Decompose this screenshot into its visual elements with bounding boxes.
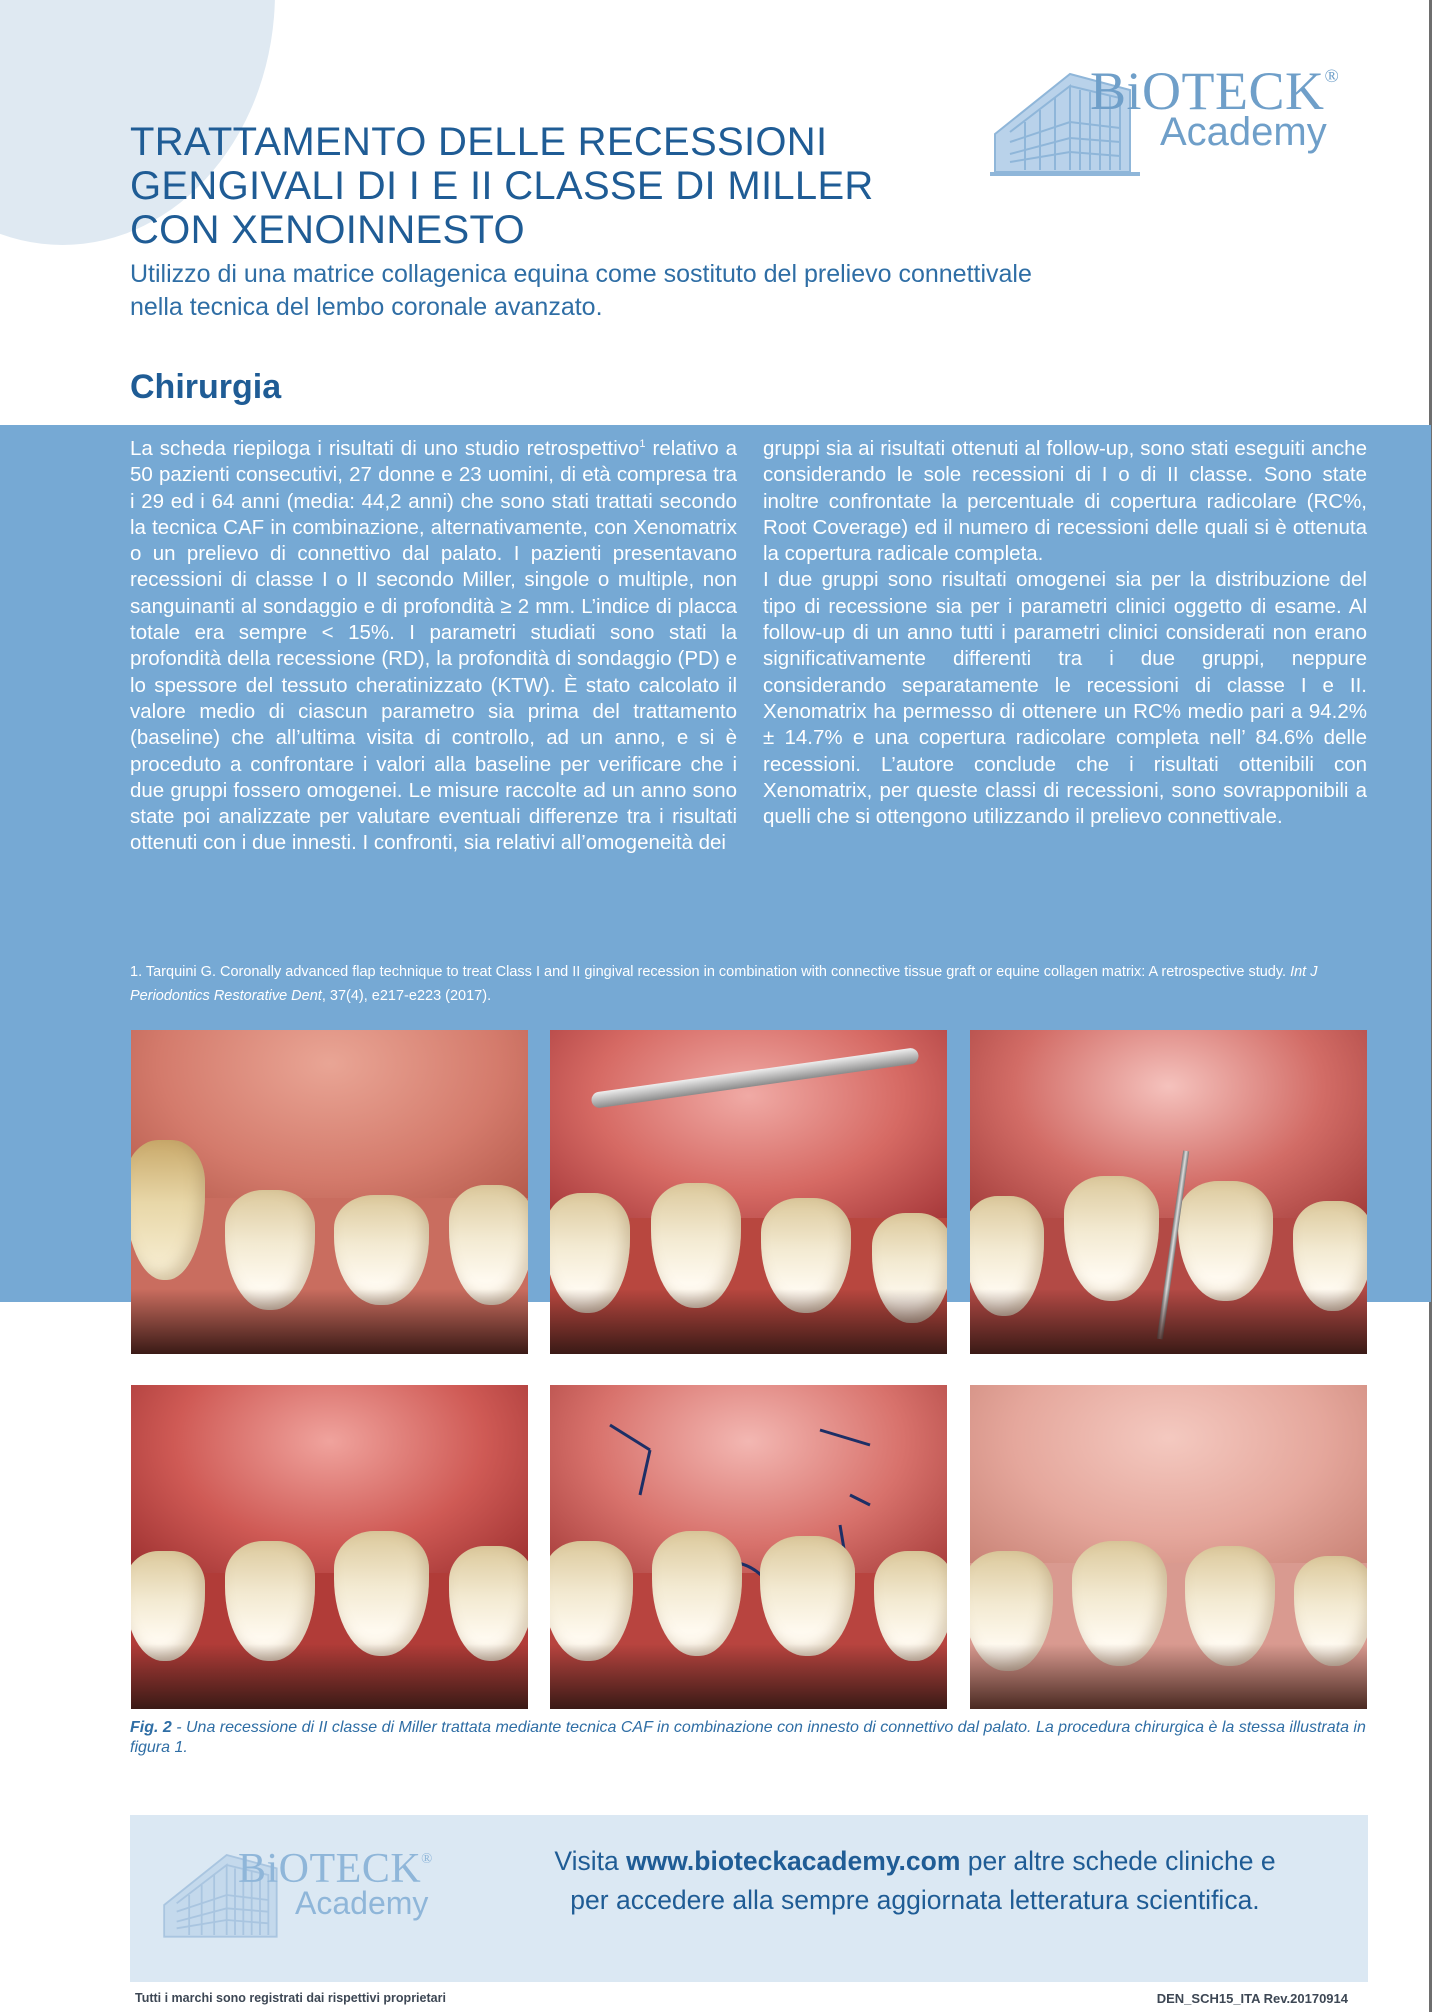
bioteck-logo: BiOTECK® Academy	[990, 62, 1350, 182]
footer-logo: BiOTECK® Academy	[160, 1845, 460, 1955]
page-subtitle: Utilizzo di una matrice collagenica equina come sostituto del prelievo connettivale nella tecnica del lembo coronale avanzato.	[130, 260, 1032, 321]
logo-academy: Academy	[1160, 110, 1327, 154]
photo-3-probe	[970, 1030, 1367, 1354]
footnote-ref: 1	[639, 438, 646, 451]
logo-brand: BiOTECK	[1090, 61, 1325, 121]
photo-1-preoperative	[131, 1030, 528, 1354]
photo-2-flap-incision	[550, 1030, 947, 1354]
page-title: TRATTAMENTO DELLE RECESSIONI GENGIVALI DI I E II CLASSE DI MILLER CON XENOINNESTO	[130, 120, 874, 252]
photo-6-healed	[970, 1385, 1367, 1709]
footer-message: Visita www.bioteckacademy.com per altre schede cliniche e per accedere alla sempre aggiornata letteratura scientifica.	[554, 1846, 1276, 1915]
body-text-left: La scheda riepiloga i risultati di uno studio retrospettivo$^1$ relativo a 50 pazienti consecutivi, 27 donne e 23 uomini, di età compresa tra i 29 ed i 64 anni (media: 44,2 anni) che sono stati trattati secondo la tecnica CAF in combinazione, alternativamente, con Xenomatrix o un prelievo di connettivo dal palato. I pazienti presentavano recessioni di classe I o II secondo Miller, singole o multiple, non sanguinanti al sondaggio e di profondità ≥ 2 mm. L’indice di placca totale era sempre < 15%. I parametri studiati sono stati la profondità della recessione (RD), la profondità di sondaggio (PD) e lo spessore del tessuto cheratinizzato (KTW). È stato calcolato il valore medio di ciascun parametro sia prima del trattamento (baseline) che all’ultima visita di controllo, ad un anno, e si è proceduto a confrontare i valori alla baseline per verificare che i due gruppi fossero omogenei. Le misure raccolte ad un anno sono state poi analizzate per valutare eventuali differenze tra i risultati ottenuti con i due innesti. I confronti, sia relativi all’omogeneità dei	[130, 437, 737, 855]
trademark-notice: Tutti i marchi sono registrati dai rispettivi proprietari	[135, 1991, 446, 2005]
website-link[interactable]: www.bioteckacademy.com	[626, 1846, 961, 1876]
body-text-right: gruppi sia ai risultati ottenuti al follow-up, sono stati eseguiti anche considerando le sole recessioni di I o di II classe. Sono state inoltre confrontate la percentuale di copertura radicolare (RC%, Root Coverage) ed il numero di recessioni delle quali si è ottenuta la copertura radicale completa. I due gruppi sono risultati omogenei sia per la distribuzione del tipo di recessione sia per i parametri clinici oggetto di esame. Al follow-up di un anno tutti i parametri clinici considerati non erano significativamente differenti tra i due gruppi, neppure considerando separatamente le recessioni di classe I e II. Xenomatrix ha permesso di ottenere un RC% medio pari a 94.2% ± 14.7% e una copertura radicolare completa nell’ 84.6% delle recessioni. L’autore conclude che i risultati ottenibili con Xenomatrix, per queste classi di recessioni, sono sovrapponibili a quelli che si ottengono utilizzando il prelievo connettivale.	[763, 437, 1367, 829]
footer-banner	[130, 1815, 1368, 1982]
photo-5-sutures	[550, 1385, 947, 1709]
footnote: 1. Tarquini G. Coronally advanced flap technique to treat Class I and II gingival recession in combination with connective tissue graft or equine collagen matrix: A retrospective study. Int J Periodontics Restorative Dent, 37(4), e217-e223 (2017).	[130, 964, 1318, 1004]
document-code: DEN_SCH15_ITA Rev.20170914	[1156, 1991, 1348, 2006]
section-heading: Chirurgia	[130, 368, 282, 406]
photo-4-flap-raised	[131, 1385, 528, 1709]
figure-caption: Fig. 2 - Una recessione di II classe di Miller trattata mediante tecnica CAF in combinazione con innesto di connettivo dal palato. La procedura chirurgica è la stessa illustrata in figura 1.	[130, 1719, 1366, 1756]
